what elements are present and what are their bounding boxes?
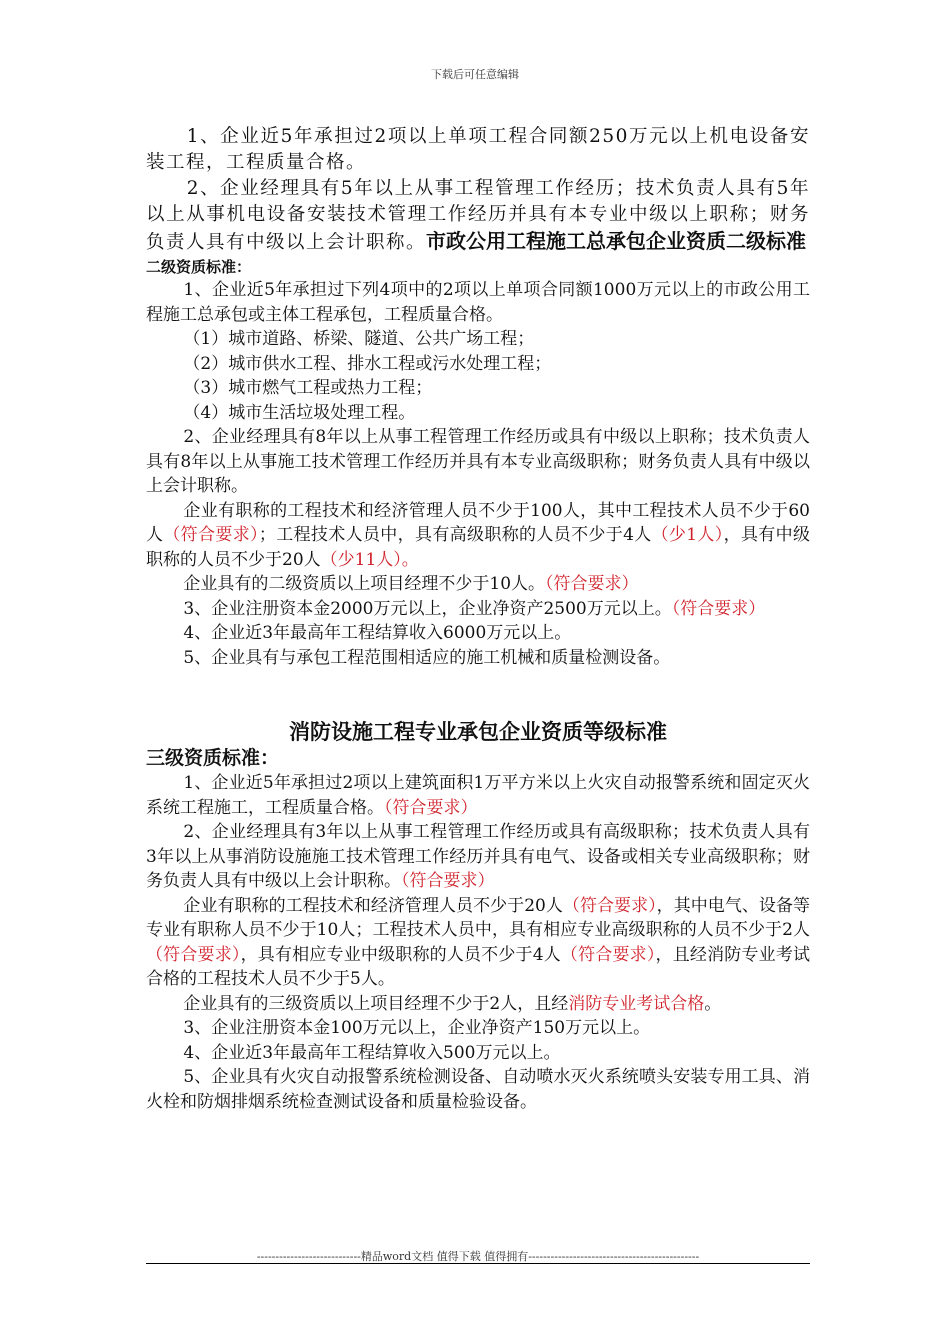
paragraph (146, 771, 810, 820)
paragraph: 5、企业具有与承包工程范围相适应的施工机械和质量检测设备。 (183, 647, 671, 668)
list-item: （4）城市生活垃圾处理工程。 (183, 402, 416, 423)
text: 3、企业注册资本金2000万元以上，企业净资产2500万元以上。 (183, 598, 672, 619)
paragraph: 3、企业注册资本金100万元以上，企业净资产150万元以上。 (183, 1018, 651, 1038)
text: 。 (704, 993, 722, 1014)
list-item: （1）城市道路、桥梁、隧道、公共广场工程； (183, 329, 535, 349)
paragraph (146, 820, 810, 894)
text: 企业有职称的工程技术和经济管理人员不少于20人 (183, 895, 563, 916)
text: 企业具有的三级资质以上项目经理不少于2人，且经 (183, 993, 569, 1014)
status-note: （符合要求） (384, 797, 478, 818)
footer-note: ----------------------------精品word文档 值得下载 值得拥有---------------------------------------------- (256, 1250, 700, 1263)
paragraph: 2、企业经理具有8年以上从事工程管理工作经历或具有中级以上职称；技术负责人具有8年以上从事施工技术管理工作经历并具有本专业高级职称；财务负责人具有中级以上会计职称。 (146, 427, 810, 496)
paragraph: 1、企业近5年承担过下列4项中的2项以上单项合同额1000万元以上的市政公用工程施工总承包或主体工程承包，工程质量合格。 (146, 280, 810, 325)
paragraph: 1、企业近5年承担过2项以上单项工程合同额250万元以上机电设备安装工程，工程质量合格。 (146, 126, 810, 173)
paragraph (146, 176, 810, 256)
list-item: （3）城市燃气工程或热力工程； (183, 378, 433, 398)
paragraph: 4、企业近3年最高年工程结算收入6000万元以上。 (183, 623, 572, 643)
section-title: 消防设施工程专业承包企业资质等级标准 (289, 720, 667, 744)
paragraph: 5、企业具有火灾自动报警系统检测设备、自动喷水灭火系统喷头安装专用工具、消火栓和防烟排烟系统检查测试设备和质量检验设备。 (146, 1067, 810, 1112)
text: ，其中电气、设备等专业有职称人员不少于10人；工程技术人员中，具有相应专业高级职称的人员不少于2人 (146, 895, 810, 940)
header-note: 下载后可任意编辑 (431, 68, 519, 81)
list-item: （2）城市供水工程、排水工程或污水处理工程； (183, 353, 552, 374)
paragraph (146, 597, 810, 622)
spacer (146, 670, 810, 718)
status-note: （符合要求） (545, 574, 639, 594)
status-note: （符合要求） (671, 598, 766, 619)
text: 1、企业近5年承担过2项以上建筑面积1万平方米以上火灾自动报警系统和固定灭火系统工程施工，工程质量合格。 (146, 773, 810, 818)
paragraph (146, 992, 810, 1017)
footer-divider (146, 1263, 810, 1264)
status-note: （符合要求） (146, 944, 241, 965)
text: ，且经消防专业考试合格的工程技术人员不少于5人。 (146, 944, 811, 989)
paragraph (146, 894, 810, 992)
text: ，具有相应专业中级职称的人员不少于4人 (240, 944, 561, 965)
status-note: （符合要求） (562, 895, 657, 916)
paragraph: 4、企业近3年最高年工程结算收入500万元以上。 (183, 1042, 561, 1063)
text: 企业具有的二级资质以上项目经理不少于10人。 (183, 574, 546, 594)
inline-title: 市政公用工程施工总承包企业资质二级标准 (426, 229, 807, 253)
text: ；工程技术人员中，具有高级职称的人员不少于4人 (258, 525, 652, 545)
status-note: （少1人） (651, 525, 724, 545)
text: 2、企业经理具有3年以上从事工程管理工作经历或具有高级职称；技术负责人具有3年以上从事消防设施施工技术管理工作经历并具有电气、设备或相关专业高级职称；财务负责人具有中级以上会计职称。 (146, 822, 810, 891)
paragraph (146, 572, 810, 597)
document-body (146, 124, 810, 1114)
status-note: （少11人）。 (320, 549, 419, 570)
highlight-text: 消防专业考试合格 (568, 993, 705, 1014)
status-note: （符合要求） (401, 871, 495, 891)
subheading: 二级资质标准： (146, 258, 252, 276)
text: ，具有中级职称的人员不少于20人 (146, 525, 810, 570)
text: 企业有职称的工程技术和经济管理人员不少于100人，其中工程技术人员不少于60人 (146, 500, 810, 545)
paragraph (146, 499, 810, 573)
status-note: （符合要求） (163, 525, 259, 545)
status-note: （符合要求） (560, 944, 656, 965)
paragraph-text: 2、企业经理具有5年以上从事工程管理工作经历；技术负责人具有5年以上从事机电设备安装技术管理工作经历并具有本专业中级以上职称；财务负责人具有中级以上会计职称。 (146, 178, 810, 253)
subheading: 三级资质标准： (146, 747, 280, 769)
